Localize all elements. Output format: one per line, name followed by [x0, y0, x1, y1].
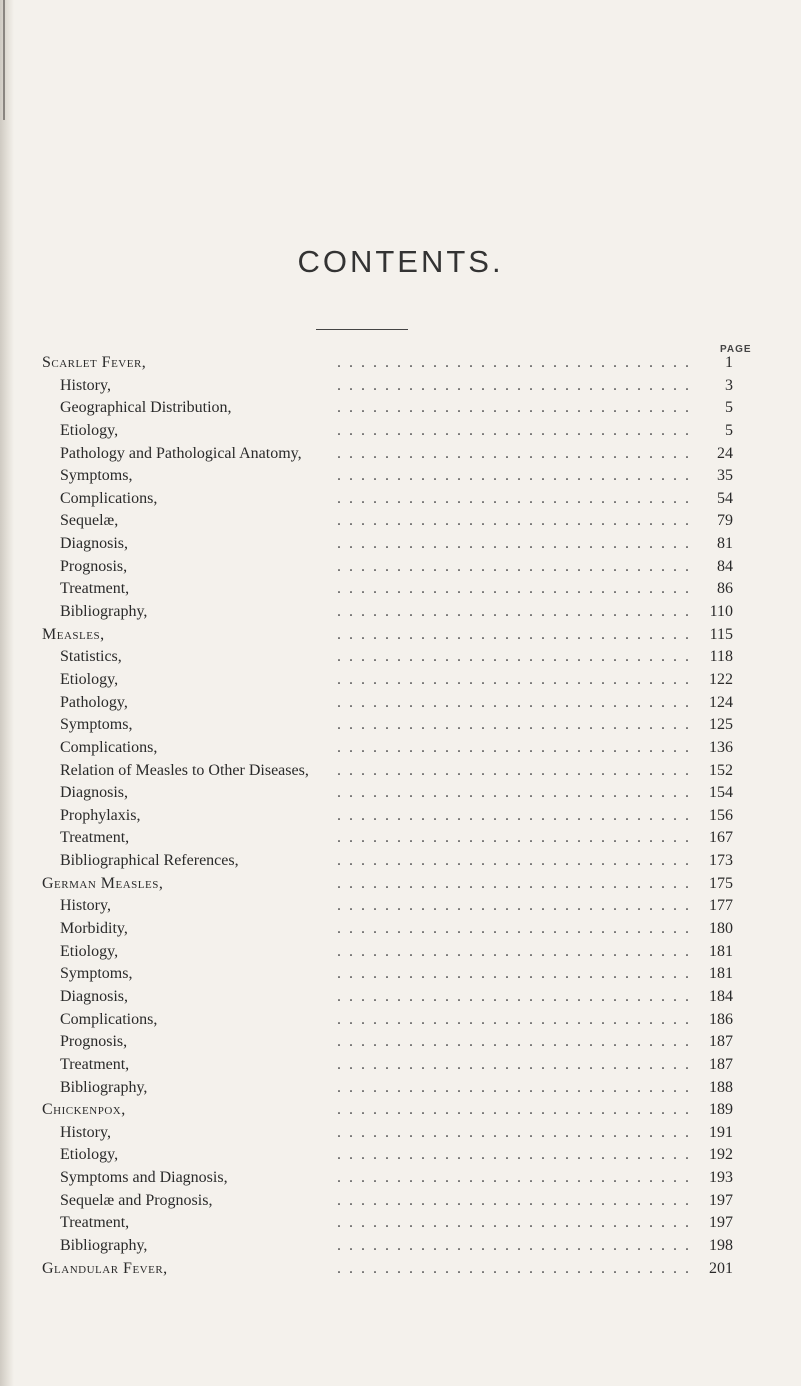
toc-section-entry[interactable]: [0, 624, 801, 647]
toc-entry-label: History,: [60, 1123, 111, 1141]
toc-subsection-entry[interactable]: [0, 737, 801, 760]
dot-leader: . . . . . . . . . . . . . . . . . . . . . . . . . . . . . .: [337, 874, 691, 892]
dot-leader: . . . . . . . . . . . . . . . . . . . . . . . . . . . . . .: [337, 965, 691, 983]
dot-leader: . . . . . . . . . . . . . . . . . . . . . . . . . . . . . .: [337, 897, 691, 915]
toc-entry-page-number: 167: [709, 829, 733, 847]
dot-leader: . . . . . . . . . . . . . . . . . . . . . . . . . . . . . .: [337, 693, 691, 711]
toc-entry-page-number: 154: [709, 784, 733, 802]
toc-subsection-entry[interactable]: [0, 918, 801, 941]
toc-entry-page-number: 86: [717, 580, 733, 598]
toc-subsection-entry[interactable]: [0, 443, 801, 466]
dot-leader: . . . . . . . . . . . . . . . . . . . . . . . . . . . . . .: [337, 1010, 691, 1028]
toc-entry-page-number: 5: [725, 421, 733, 439]
toc-entry-page-number: 110: [709, 603, 733, 621]
dot-leader: . . . . . . . . . . . . . . . . . . . . . . . . . . . . . .: [337, 512, 691, 530]
toc-subsection-entry[interactable]: [0, 782, 801, 805]
dot-leader: . . . . . . . . . . . . . . . . . . . . . . . . . . . . . .: [337, 1214, 691, 1232]
dot-leader: . . . . . . . . . . . . . . . . . . . . . . . . . . . . . .: [337, 920, 691, 938]
dot-leader: . . . . . . . . . . . . . . . . . . . . . . . . . . . . . .: [337, 1146, 691, 1164]
page-title: CONTENTS.: [297, 244, 504, 279]
toc-entry-label: Treatment,: [60, 1214, 130, 1232]
toc-entry-page-number: 181: [709, 942, 733, 960]
toc-entry-label: Pathology and Pathological Anatomy,: [60, 444, 302, 462]
toc-subsection-entry[interactable]: [0, 669, 801, 692]
toc-entry-label: Etiology,: [60, 421, 119, 439]
toc-entry-label: Pathology,: [60, 693, 128, 711]
dot-leader: . . . . . . . . . . . . . . . . . . . . . . . . . . . . . .: [337, 761, 691, 779]
dot-leader: . . . . . . . . . . . . . . . . . . . . . . . . . . . . . .: [337, 625, 691, 643]
toc-entry-label: Sequelæ and Prognosis,: [60, 1191, 213, 1209]
toc-section-entry[interactable]: [0, 1258, 801, 1281]
dot-leader: . . . . . . . . . . . . . . . . . . . . . . . . . . . . . .: [337, 829, 691, 847]
toc-entry-label: German Measles,: [42, 874, 164, 892]
toc-subsection-entry[interactable]: [0, 1167, 801, 1190]
dot-leader: . . . . . . . . . . . . . . . . . . . . . . . . . . . . . .: [337, 987, 691, 1005]
toc-subsection-entry[interactable]: [0, 1122, 801, 1145]
toc-entry-page-number: 189: [709, 1101, 733, 1119]
dot-leader: . . . . . . . . . . . . . . . . . . . . . . . . . . . . . .: [337, 489, 691, 507]
toc-entry-page-number: 180: [709, 920, 733, 938]
dot-leader: . . . . . . . . . . . . . . . . . . . . . . . . . . . . . .: [337, 421, 691, 439]
toc-subsection-entry[interactable]: [0, 760, 801, 783]
toc-entry-page-number: 186: [709, 1010, 733, 1028]
toc-entry-label: Chickenpox,: [42, 1101, 126, 1119]
toc-subsection-entry[interactable]: [0, 375, 801, 398]
toc-entry-label: Complications,: [60, 738, 158, 756]
toc-subsection-entry[interactable]: [0, 1190, 801, 1213]
toc-subsection-entry[interactable]: [0, 1235, 801, 1258]
toc-entry-label: Measles,: [42, 625, 105, 643]
toc-entry-page-number: 197: [709, 1191, 733, 1209]
dot-leader: . . . . . . . . . . . . . . . . . . . . . . . . . . . . . .: [337, 399, 691, 417]
dot-leader: . . . . . . . . . . . . . . . . . . . . . . . . . . . . . .: [337, 580, 691, 598]
toc-subsection-entry[interactable]: [0, 646, 801, 669]
dot-leader: . . . . . . . . . . . . . . . . . . . . . . . . . . . . . .: [337, 806, 691, 824]
toc-subsection-entry[interactable]: [0, 1077, 801, 1100]
toc-entry-label: Treatment,: [60, 580, 130, 598]
toc-entry-label: Scarlet Fever,: [42, 354, 147, 371]
toc-entry-page-number: 201: [709, 1259, 733, 1277]
toc-subsection-entry[interactable]: [0, 963, 801, 986]
page-column-header: PAGE: [720, 344, 752, 355]
toc-entry-page-number: 156: [709, 806, 733, 824]
toc-subsection-entry[interactable]: [0, 827, 801, 850]
dot-leader: . . . . . . . . . . . . . . . . . . . . . . . . . . . . . .: [337, 1191, 691, 1209]
toc-section-entry[interactable]: [0, 1099, 801, 1122]
toc-subsection-entry[interactable]: [0, 895, 801, 918]
table-of-contents: [0, 352, 801, 1280]
toc-section-entry[interactable]: [0, 352, 801, 375]
dot-leader: . . . . . . . . . . . . . . . . . . . . . . . . . . . . . .: [337, 670, 691, 688]
dot-leader: . . . . . . . . . . . . . . . . . . . . . . . . . . . . . .: [337, 535, 691, 553]
toc-entry-page-number: 84: [717, 557, 733, 575]
toc-entry-label: Complications,: [60, 1010, 158, 1028]
toc-entry-page-number: 81: [717, 535, 733, 553]
dot-leader: . . . . . . . . . . . . . . . . . . . . . . . . . . . . . .: [337, 1033, 691, 1051]
toc-entry-label: Prophylaxis,: [60, 806, 141, 824]
toc-entry-page-number: 192: [709, 1146, 733, 1164]
binding-edge: [3, 0, 5, 120]
toc-entry-page-number: 184: [709, 987, 733, 1005]
toc-subsection-entry[interactable]: [0, 465, 801, 488]
toc-entry-label: Complications,: [60, 489, 158, 507]
dot-leader: . . . . . . . . . . . . . . . . . . . . . . . . . . . . . .: [337, 1078, 691, 1096]
toc-entry-label: Morbidity,: [60, 920, 128, 938]
toc-subsection-entry[interactable]: [0, 1009, 801, 1032]
toc-entry-label: Geographical Distribution,: [60, 399, 232, 417]
toc-subsection-entry[interactable]: [0, 850, 801, 873]
toc-subsection-entry[interactable]: [0, 420, 801, 443]
toc-entry-label: History,: [60, 897, 111, 915]
toc-subsection-entry[interactable]: [0, 692, 801, 715]
dot-leader: . . . . . . . . . . . . . . . . . . . . . . . . . . . . . .: [337, 852, 691, 870]
toc-entry-page-number: 3: [725, 376, 733, 394]
toc-entry-label: Glandular Fever,: [42, 1259, 168, 1277]
toc-entry-label: Diagnosis,: [60, 987, 128, 1005]
toc-entry-label: Etiology,: [60, 670, 119, 688]
dot-leader: . . . . . . . . . . . . . . . . . . . . . . . . . . . . . .: [337, 1236, 691, 1254]
toc-entry-page-number: 193: [709, 1169, 733, 1187]
toc-entry-label: Sequelæ,: [60, 512, 119, 530]
toc-entry-label: Diagnosis,: [60, 784, 128, 802]
toc-entry-page-number: 122: [709, 670, 733, 688]
toc-entry-label: Relation of Measles to Other Diseases,: [60, 761, 309, 779]
toc-subsection-entry[interactable]: [0, 510, 801, 533]
toc-subsection-entry[interactable]: [0, 578, 801, 601]
toc-entry-label: Prognosis,: [60, 557, 128, 575]
toc-entry-page-number: 188: [709, 1078, 733, 1096]
dot-leader: . . . . . . . . . . . . . . . . . . . . . . . . . . . . . .: [337, 1259, 691, 1277]
toc-subsection-entry[interactable]: [0, 714, 801, 737]
toc-entry-label: Etiology,: [60, 1146, 119, 1164]
toc-entry-page-number: 177: [709, 897, 733, 915]
toc-entry-page-number: 118: [709, 648, 733, 666]
dot-leader: . . . . . . . . . . . . . . . . . . . . . . . . . . . . . .: [337, 467, 691, 485]
toc-entry-label: Symptoms,: [60, 467, 133, 485]
toc-subsection-entry[interactable]: [0, 941, 801, 964]
dot-leader: . . . . . . . . . . . . . . . . . . . . . . . . . . . . . .: [337, 738, 691, 756]
toc-entry-page-number: 79: [717, 512, 733, 530]
toc-subsection-entry[interactable]: [0, 397, 801, 420]
dot-leader: . . . . . . . . . . . . . . . . . . . . . . . . . . . . . .: [337, 1101, 691, 1119]
toc-section-entry[interactable]: [0, 873, 801, 896]
toc-entry-page-number: 136: [709, 738, 733, 756]
toc-entry-label: Symptoms,: [60, 965, 133, 983]
toc-subsection-entry[interactable]: [0, 1212, 801, 1235]
toc-entry-label: Symptoms and Diagnosis,: [60, 1169, 228, 1187]
toc-entry-label: Symptoms,: [60, 716, 133, 734]
toc-entry-label: Etiology,: [60, 942, 119, 960]
dot-leader: . . . . . . . . . . . . . . . . . . . . . . . . . . . . . .: [337, 1123, 691, 1141]
toc-entry-page-number: 115: [709, 625, 733, 643]
toc-entry-label: Treatment,: [60, 829, 130, 847]
toc-entry-page-number: 125: [709, 716, 733, 734]
toc-entry-page-number: 197: [709, 1214, 733, 1232]
toc-entry-label: Diagnosis,: [60, 535, 128, 553]
toc-entry-page-number: 187: [709, 1033, 733, 1051]
dot-leader: . . . . . . . . . . . . . . . . . . . . . . . . . . . . . .: [337, 603, 691, 621]
toc-entry-page-number: 5: [725, 399, 733, 417]
toc-subsection-entry[interactable]: [0, 986, 801, 1009]
dot-leader: . . . . . . . . . . . . . . . . . . . . . . . . . . . . . .: [337, 784, 691, 802]
toc-entry-page-number: 54: [717, 489, 733, 507]
title-rule: [316, 329, 408, 330]
toc-entry-label: History,: [60, 376, 111, 394]
dot-leader: . . . . . . . . . . . . . . . . . . . . . . . . . . . . . .: [337, 354, 691, 371]
dot-leader: . . . . . . . . . . . . . . . . . . . . . . . . . . . . . .: [337, 1169, 691, 1187]
toc-subsection-entry[interactable]: [0, 601, 801, 624]
dot-leader: . . . . . . . . . . . . . . . . . . . . . . . . . . . . . .: [337, 648, 691, 666]
toc-subsection-entry[interactable]: [0, 488, 801, 511]
dot-leader: . . . . . . . . . . . . . . . . . . . . . . . . . . . . . .: [337, 716, 691, 734]
toc-entry-page-number: 1: [725, 354, 733, 371]
toc-entry-page-number: 35: [717, 467, 733, 485]
toc-subsection-entry[interactable]: [0, 1144, 801, 1167]
toc-entry-page-number: 124: [709, 693, 733, 711]
toc-subsection-entry[interactable]: [0, 533, 801, 556]
toc-entry-label: Treatment,: [60, 1055, 130, 1073]
toc-entry-label: Bibliographical References,: [60, 852, 239, 870]
toc-entry-page-number: 181: [709, 965, 733, 983]
toc-subsection-entry[interactable]: [0, 556, 801, 579]
toc-entry-page-number: 187: [709, 1055, 733, 1073]
dot-leader: . . . . . . . . . . . . . . . . . . . . . . . . . . . . . .: [337, 942, 691, 960]
toc-entry-page-number: 173: [709, 852, 733, 870]
toc-subsection-entry[interactable]: [0, 805, 801, 828]
toc-entry-label: Prognosis,: [60, 1033, 128, 1051]
toc-entry-page-number: 191: [709, 1123, 733, 1141]
toc-entry-label: Bibliography,: [60, 603, 148, 621]
dot-leader: . . . . . . . . . . . . . . . . . . . . . . . . . . . . . .: [337, 376, 691, 394]
toc-subsection-entry[interactable]: [0, 1054, 801, 1077]
dot-leader: . . . . . . . . . . . . . . . . . . . . . . . . . . . . . .: [337, 444, 691, 462]
dot-leader: . . . . . . . . . . . . . . . . . . . . . . . . . . . . . .: [337, 557, 691, 575]
dot-leader: . . . . . . . . . . . . . . . . . . . . . . . . . . . . . .: [337, 1055, 691, 1073]
toc-entry-page-number: 152: [709, 761, 733, 779]
toc-subsection-entry[interactable]: [0, 1031, 801, 1054]
toc-entry-label: Bibliography,: [60, 1236, 148, 1254]
toc-entry-label: Bibliography,: [60, 1078, 148, 1096]
toc-entry-page-number: 175: [709, 874, 733, 892]
toc-entry-label: Statistics,: [60, 648, 122, 666]
toc-entry-page-number: 24: [717, 444, 733, 462]
toc-entry-page-number: 198: [709, 1236, 733, 1254]
